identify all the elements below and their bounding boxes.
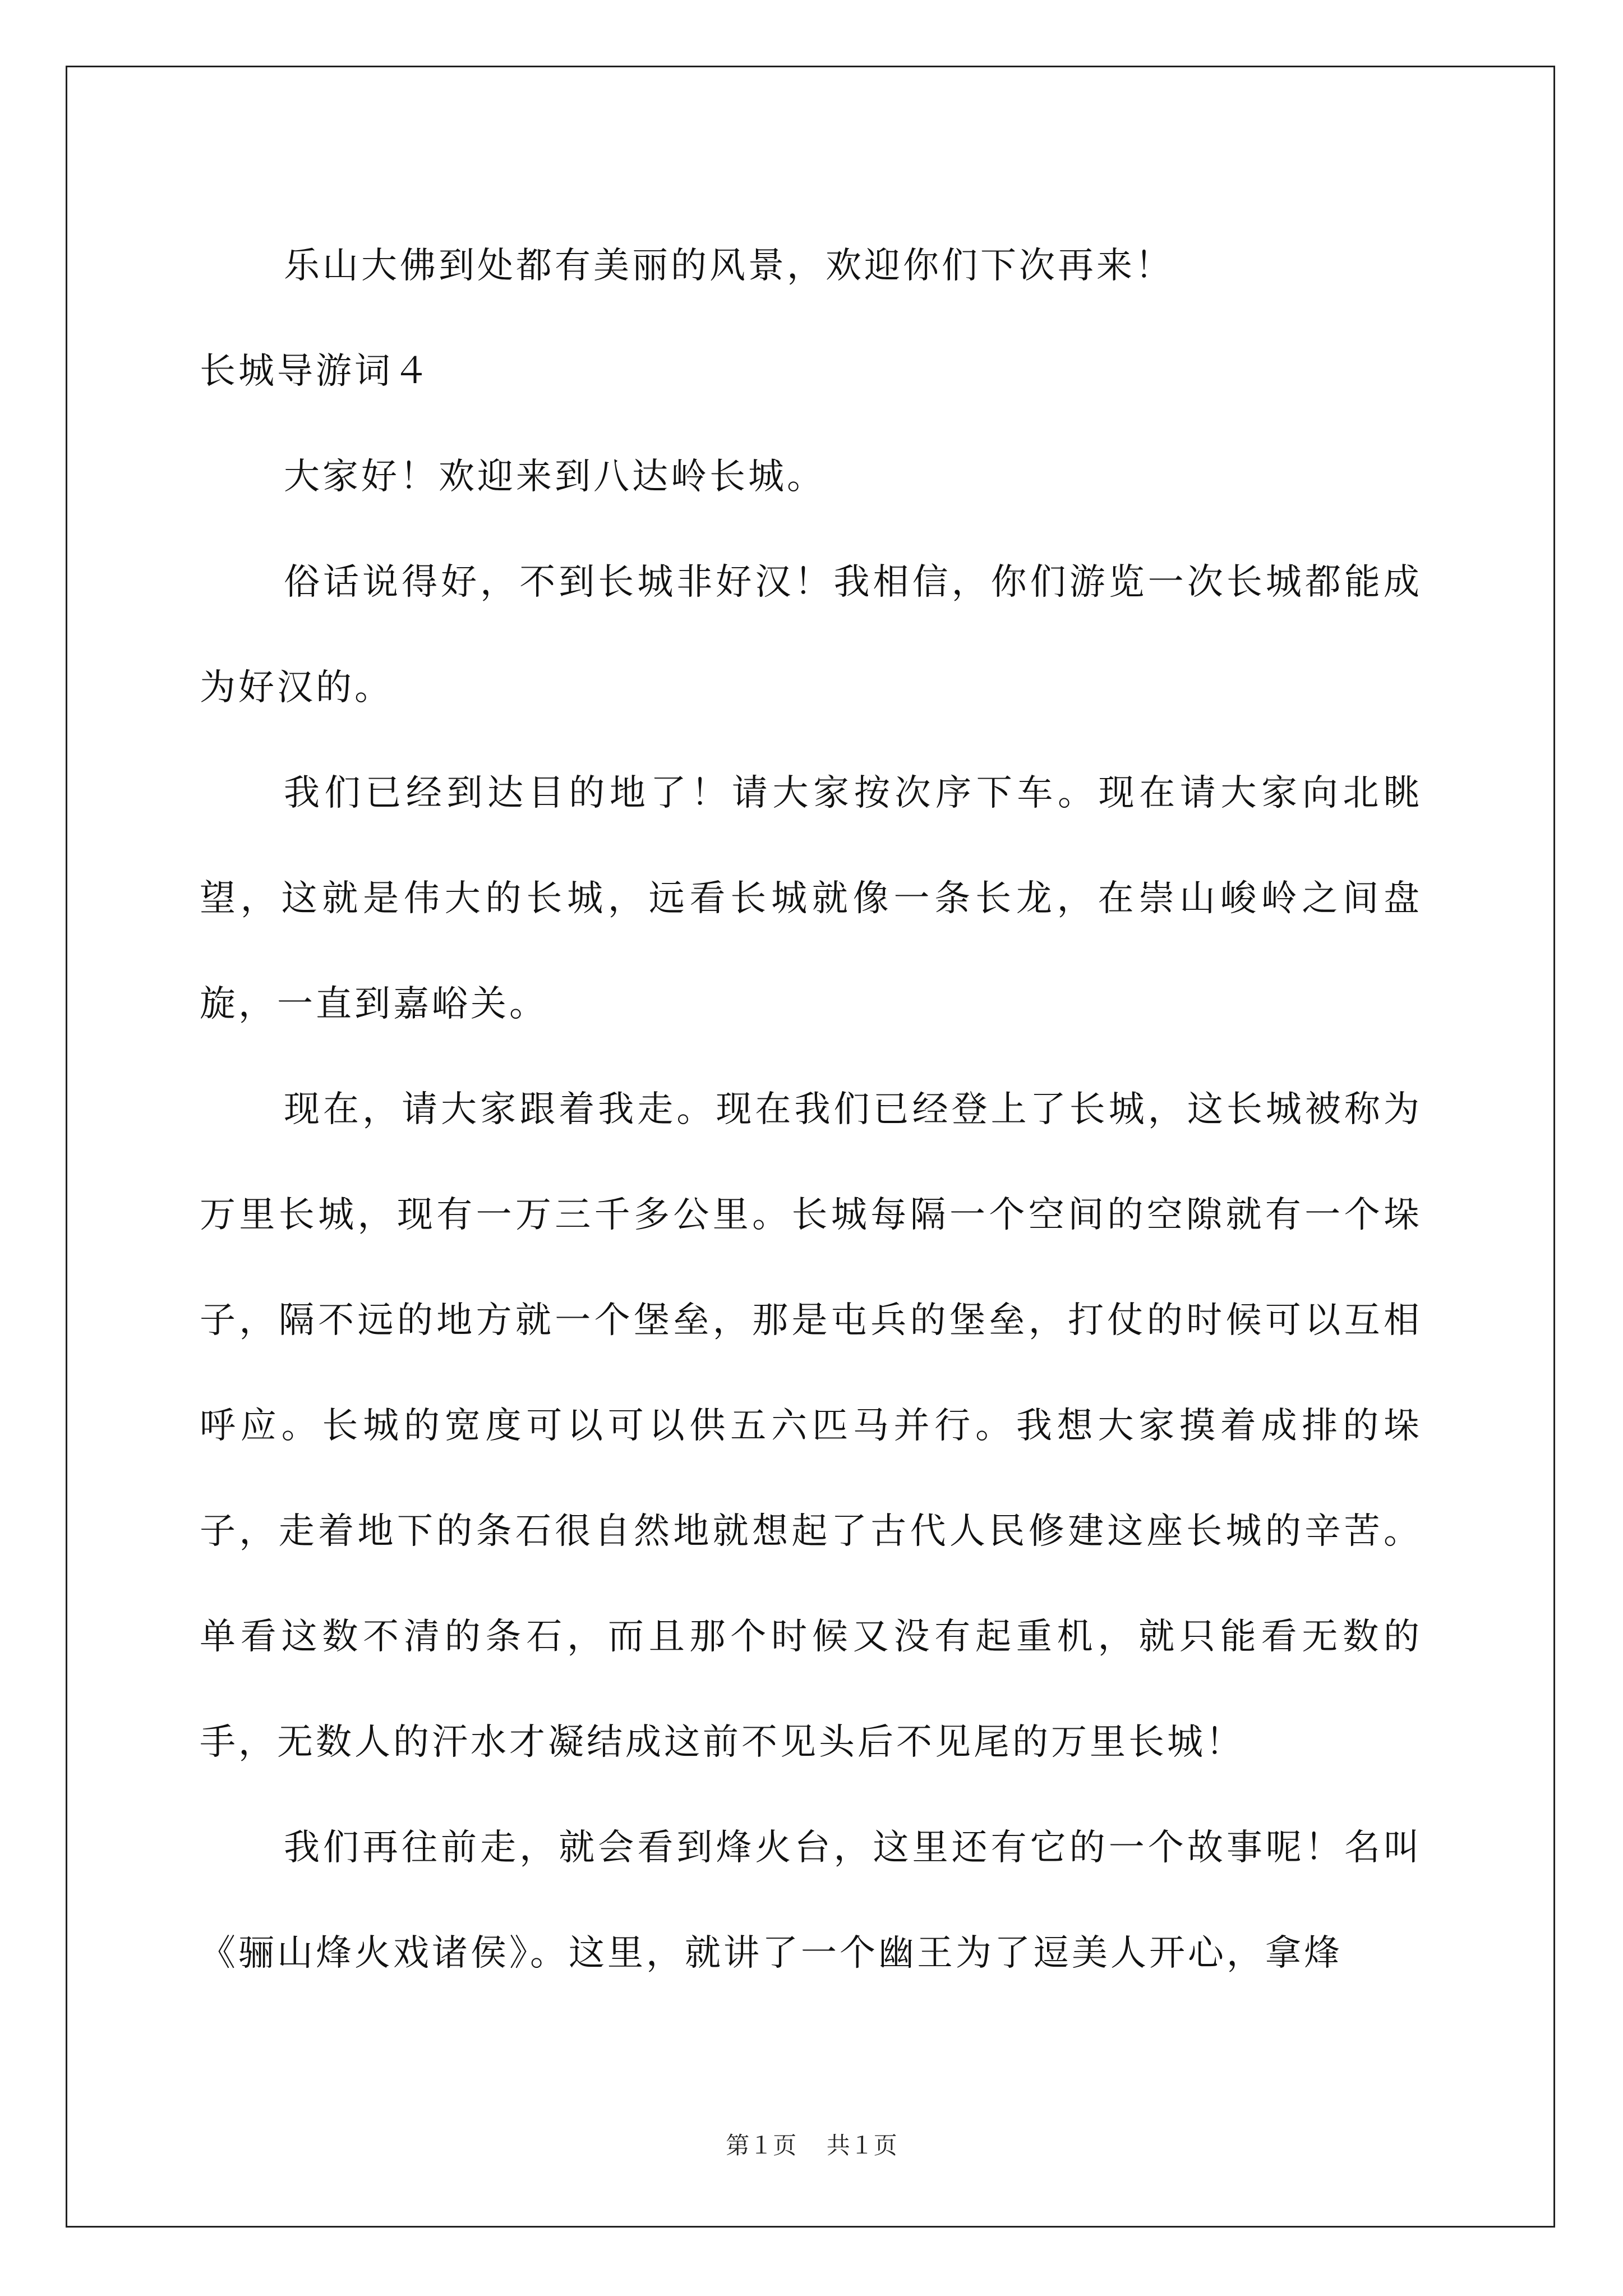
paragraph-proverb: 俗话说得好，不到长城非好汉！我相信，你们游览一次长城都能成为好汉的。 bbox=[200, 562, 1422, 708]
page-total: 共１页 bbox=[826, 2132, 897, 2159]
paragraph-on-the-wall: 现在，请大家跟着我走。现在我们已经登上了长城，这长城被称为万里长城，现有一万三千多公里。长城每隔一个空间的空隙就有一个垛子，隔不远的地方就一个堡垒，那是屯兵的堡垒，打仗的时候可以互相呼应。长城的宽度可以可以供五六匹马并行。我想大家摸着成排的垛子，走着地下的条石很自然地就想起了古代人民修建这座长城的辛苦。单看这数不清的条石，而且那个时候又没有起重机，就只能看无数的手，无数人的汗水才凝结成这前不见头后不见尾的万里长城！ bbox=[200, 1089, 1422, 1763]
paragraph-closing-remark: 乐山大佛到处都有美丽的风景，欢迎你们下次再来！ bbox=[284, 245, 1174, 287]
paragraph-beacon-tower: 我们再往前走，就会看到烽火台，这里还有它的一个故事呢！名叫《骊山烽火戏诸侯》。这里，就讲了一个幽王为了逗美人开心，拿烽 bbox=[200, 1827, 1422, 1974]
section-heading: 长城导游词４ bbox=[200, 351, 432, 392]
paragraph-greeting: 大家好！欢迎来到八达岭长城。 bbox=[284, 456, 826, 498]
paragraph-arrival: 我们已经到达目的地了！请大家按次序下车。现在请大家向北眺望，这就是伟大的长城，远看长城就像一条长龙，在崇山峻岭之间盘旋，一直到嘉峪关。 bbox=[200, 772, 1422, 1025]
document-body bbox=[200, 213, 1422, 2006]
page-footer bbox=[0, 2129, 1623, 2162]
page-number: 第１页 bbox=[726, 2132, 797, 2159]
